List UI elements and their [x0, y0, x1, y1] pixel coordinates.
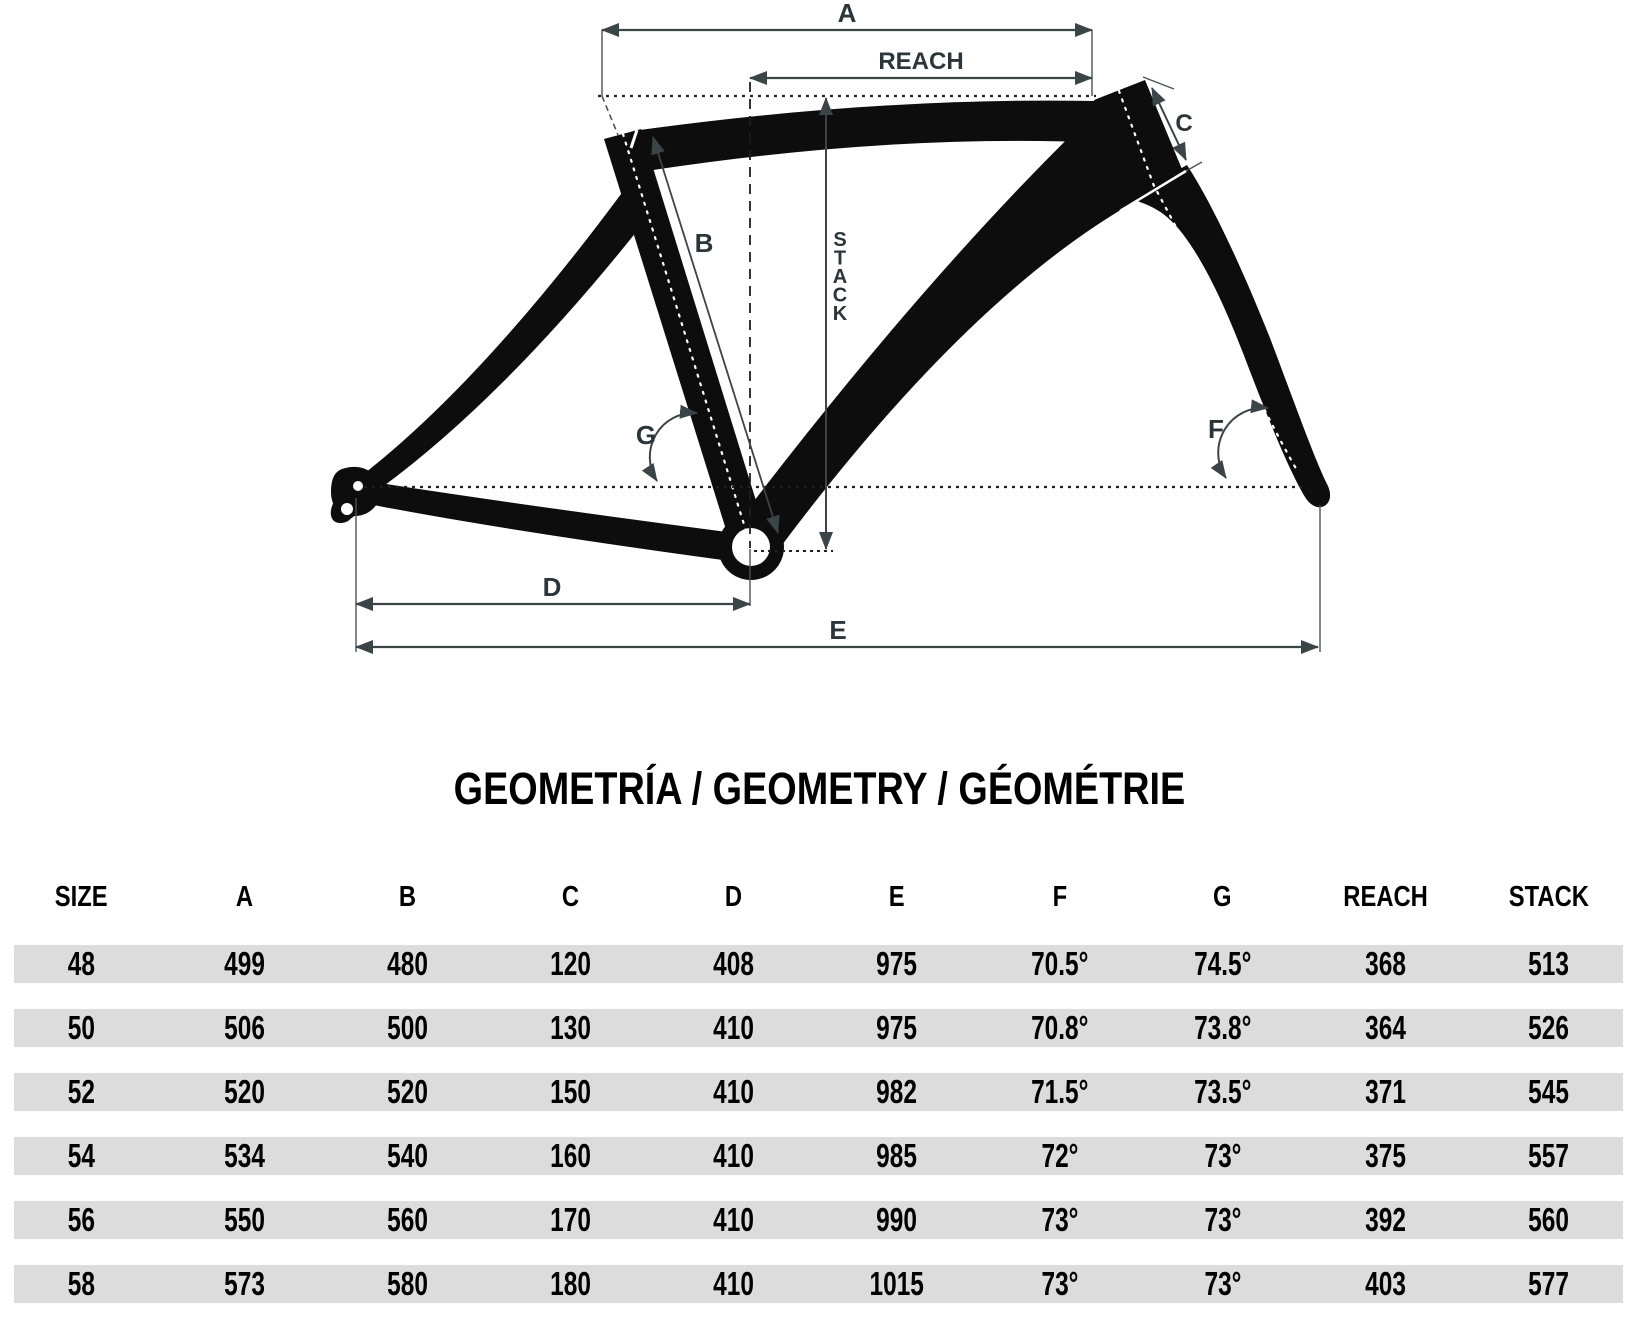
- table-cell: 71.5°: [1030, 1073, 1089, 1110]
- table-cell: 410: [713, 1201, 754, 1238]
- table-cell: 160: [550, 1137, 591, 1174]
- table-cell: 52: [67, 1073, 96, 1110]
- table-cell: 364: [1365, 1009, 1406, 1046]
- column-header: F: [1052, 880, 1067, 913]
- table-cell: 557: [1528, 1137, 1569, 1174]
- tick-head-tube-bottom: [1186, 162, 1202, 171]
- table-cell: 130: [550, 1009, 591, 1046]
- table-cell: 73°: [1041, 1201, 1078, 1238]
- table-cell: 520: [224, 1073, 265, 1110]
- table-cell: 580: [387, 1265, 428, 1302]
- table-cell: 73.5°: [1193, 1073, 1252, 1110]
- column-header: A: [235, 880, 254, 913]
- table-cell: 573: [224, 1265, 265, 1302]
- bike-frame-silhouette: [331, 80, 1330, 580]
- table-row: [0, 1009, 1630, 1047]
- table-cell: 499: [224, 945, 265, 982]
- table-cell: 375: [1365, 1137, 1406, 1174]
- table-cell: 73°: [1204, 1201, 1241, 1238]
- table-cell: 371: [1365, 1073, 1406, 1110]
- table-body: [0, 945, 1638, 1329]
- table-cell: 72°: [1041, 1137, 1078, 1174]
- table-cell: 506: [224, 1009, 265, 1046]
- dim-label-stack: S T A C K: [832, 229, 848, 325]
- down-tube: [741, 110, 1136, 549]
- table-cell: 545: [1528, 1073, 1569, 1110]
- hanger-hole: [339, 501, 355, 517]
- table-cell: 74.5°: [1193, 945, 1252, 982]
- top-tube: [640, 101, 1106, 170]
- table-cell: 368: [1365, 945, 1406, 982]
- table-cell: 975: [876, 945, 917, 982]
- table-cell: 410: [713, 1009, 754, 1046]
- table-cell: 150: [550, 1073, 591, 1110]
- table-cell: 48: [67, 945, 96, 982]
- seat-stay: [356, 190, 652, 496]
- table-cell: 73°: [1204, 1137, 1241, 1174]
- column-header: STACK: [1508, 880, 1589, 913]
- table-row: [0, 945, 1630, 983]
- table-cell: 410: [713, 1137, 754, 1174]
- dim-label-g: G: [635, 420, 657, 450]
- dim-label-c: C: [1175, 110, 1193, 137]
- table-cell: 120: [550, 945, 591, 982]
- table-cell: 577: [1528, 1265, 1569, 1302]
- column-header: D: [724, 880, 743, 913]
- table-cell: 513: [1528, 945, 1569, 982]
- page-title-text: GEOMETRÍA / GEOMETRY / GÉOMÉTRIE: [453, 763, 1185, 814]
- table-cell: 520: [387, 1073, 428, 1110]
- column-header: C: [561, 880, 580, 913]
- rear-axle-hole: [353, 481, 363, 491]
- table-cell: 540: [387, 1137, 428, 1174]
- table-cell: 550: [224, 1201, 265, 1238]
- table-header-row: [0, 878, 1630, 916]
- column-header: SIZE: [55, 880, 108, 913]
- table-cell: 73.8°: [1193, 1009, 1252, 1046]
- column-header: G: [1213, 880, 1232, 913]
- table-row: [0, 1265, 1630, 1303]
- table-row: [0, 1137, 1630, 1175]
- page-title: [0, 763, 1638, 815]
- table-cell: 526: [1528, 1009, 1569, 1046]
- dim-label-a: A: [837, 0, 857, 28]
- column-header: E: [888, 880, 905, 913]
- table-cell: 73°: [1041, 1265, 1078, 1302]
- table-cell: 534: [224, 1137, 265, 1174]
- table-cell: 70.5°: [1030, 945, 1089, 982]
- dim-label-f: F: [1208, 414, 1224, 444]
- chainstay: [358, 480, 742, 562]
- dim-label-e: E: [829, 615, 847, 645]
- table-cell: 180: [550, 1265, 591, 1302]
- table-cell: 403: [1365, 1265, 1406, 1302]
- table-cell: 500: [387, 1009, 428, 1046]
- table-cell: 1015: [869, 1265, 924, 1302]
- fork: [1128, 165, 1330, 507]
- table-cell: 410: [713, 1265, 754, 1302]
- table-cell: 982: [876, 1073, 917, 1110]
- table-cell: 58: [67, 1265, 96, 1302]
- table-cell: 70.8°: [1030, 1009, 1089, 1046]
- table-cell: 560: [1528, 1201, 1569, 1238]
- dim-label-d: D: [542, 572, 562, 602]
- table-cell: 73°: [1204, 1265, 1241, 1302]
- table-cell: 392: [1365, 1201, 1406, 1238]
- angle-arc-f: [1218, 408, 1268, 478]
- table-cell: 170: [550, 1201, 591, 1238]
- angle-arc-g: [650, 413, 697, 481]
- table-cell: 54: [67, 1137, 96, 1174]
- table-cell: 56: [67, 1201, 96, 1238]
- table-cell: 480: [387, 945, 428, 982]
- table-row: [0, 1201, 1630, 1239]
- table-cell: 410: [713, 1073, 754, 1110]
- table-cell: 975: [876, 1009, 917, 1046]
- table-cell: 985: [876, 1137, 917, 1174]
- column-header: B: [398, 880, 417, 913]
- dim-label-reach: REACH: [878, 48, 964, 75]
- column-header: REACH: [1343, 880, 1428, 913]
- table-cell: 990: [876, 1201, 917, 1238]
- table-cell: 50: [67, 1009, 96, 1046]
- table-cell: 408: [713, 945, 754, 982]
- ext-line-seat-axis: [602, 96, 618, 135]
- dim-label-b: B: [694, 228, 714, 258]
- table-row: [0, 1073, 1630, 1111]
- table-cell: 560: [387, 1201, 428, 1238]
